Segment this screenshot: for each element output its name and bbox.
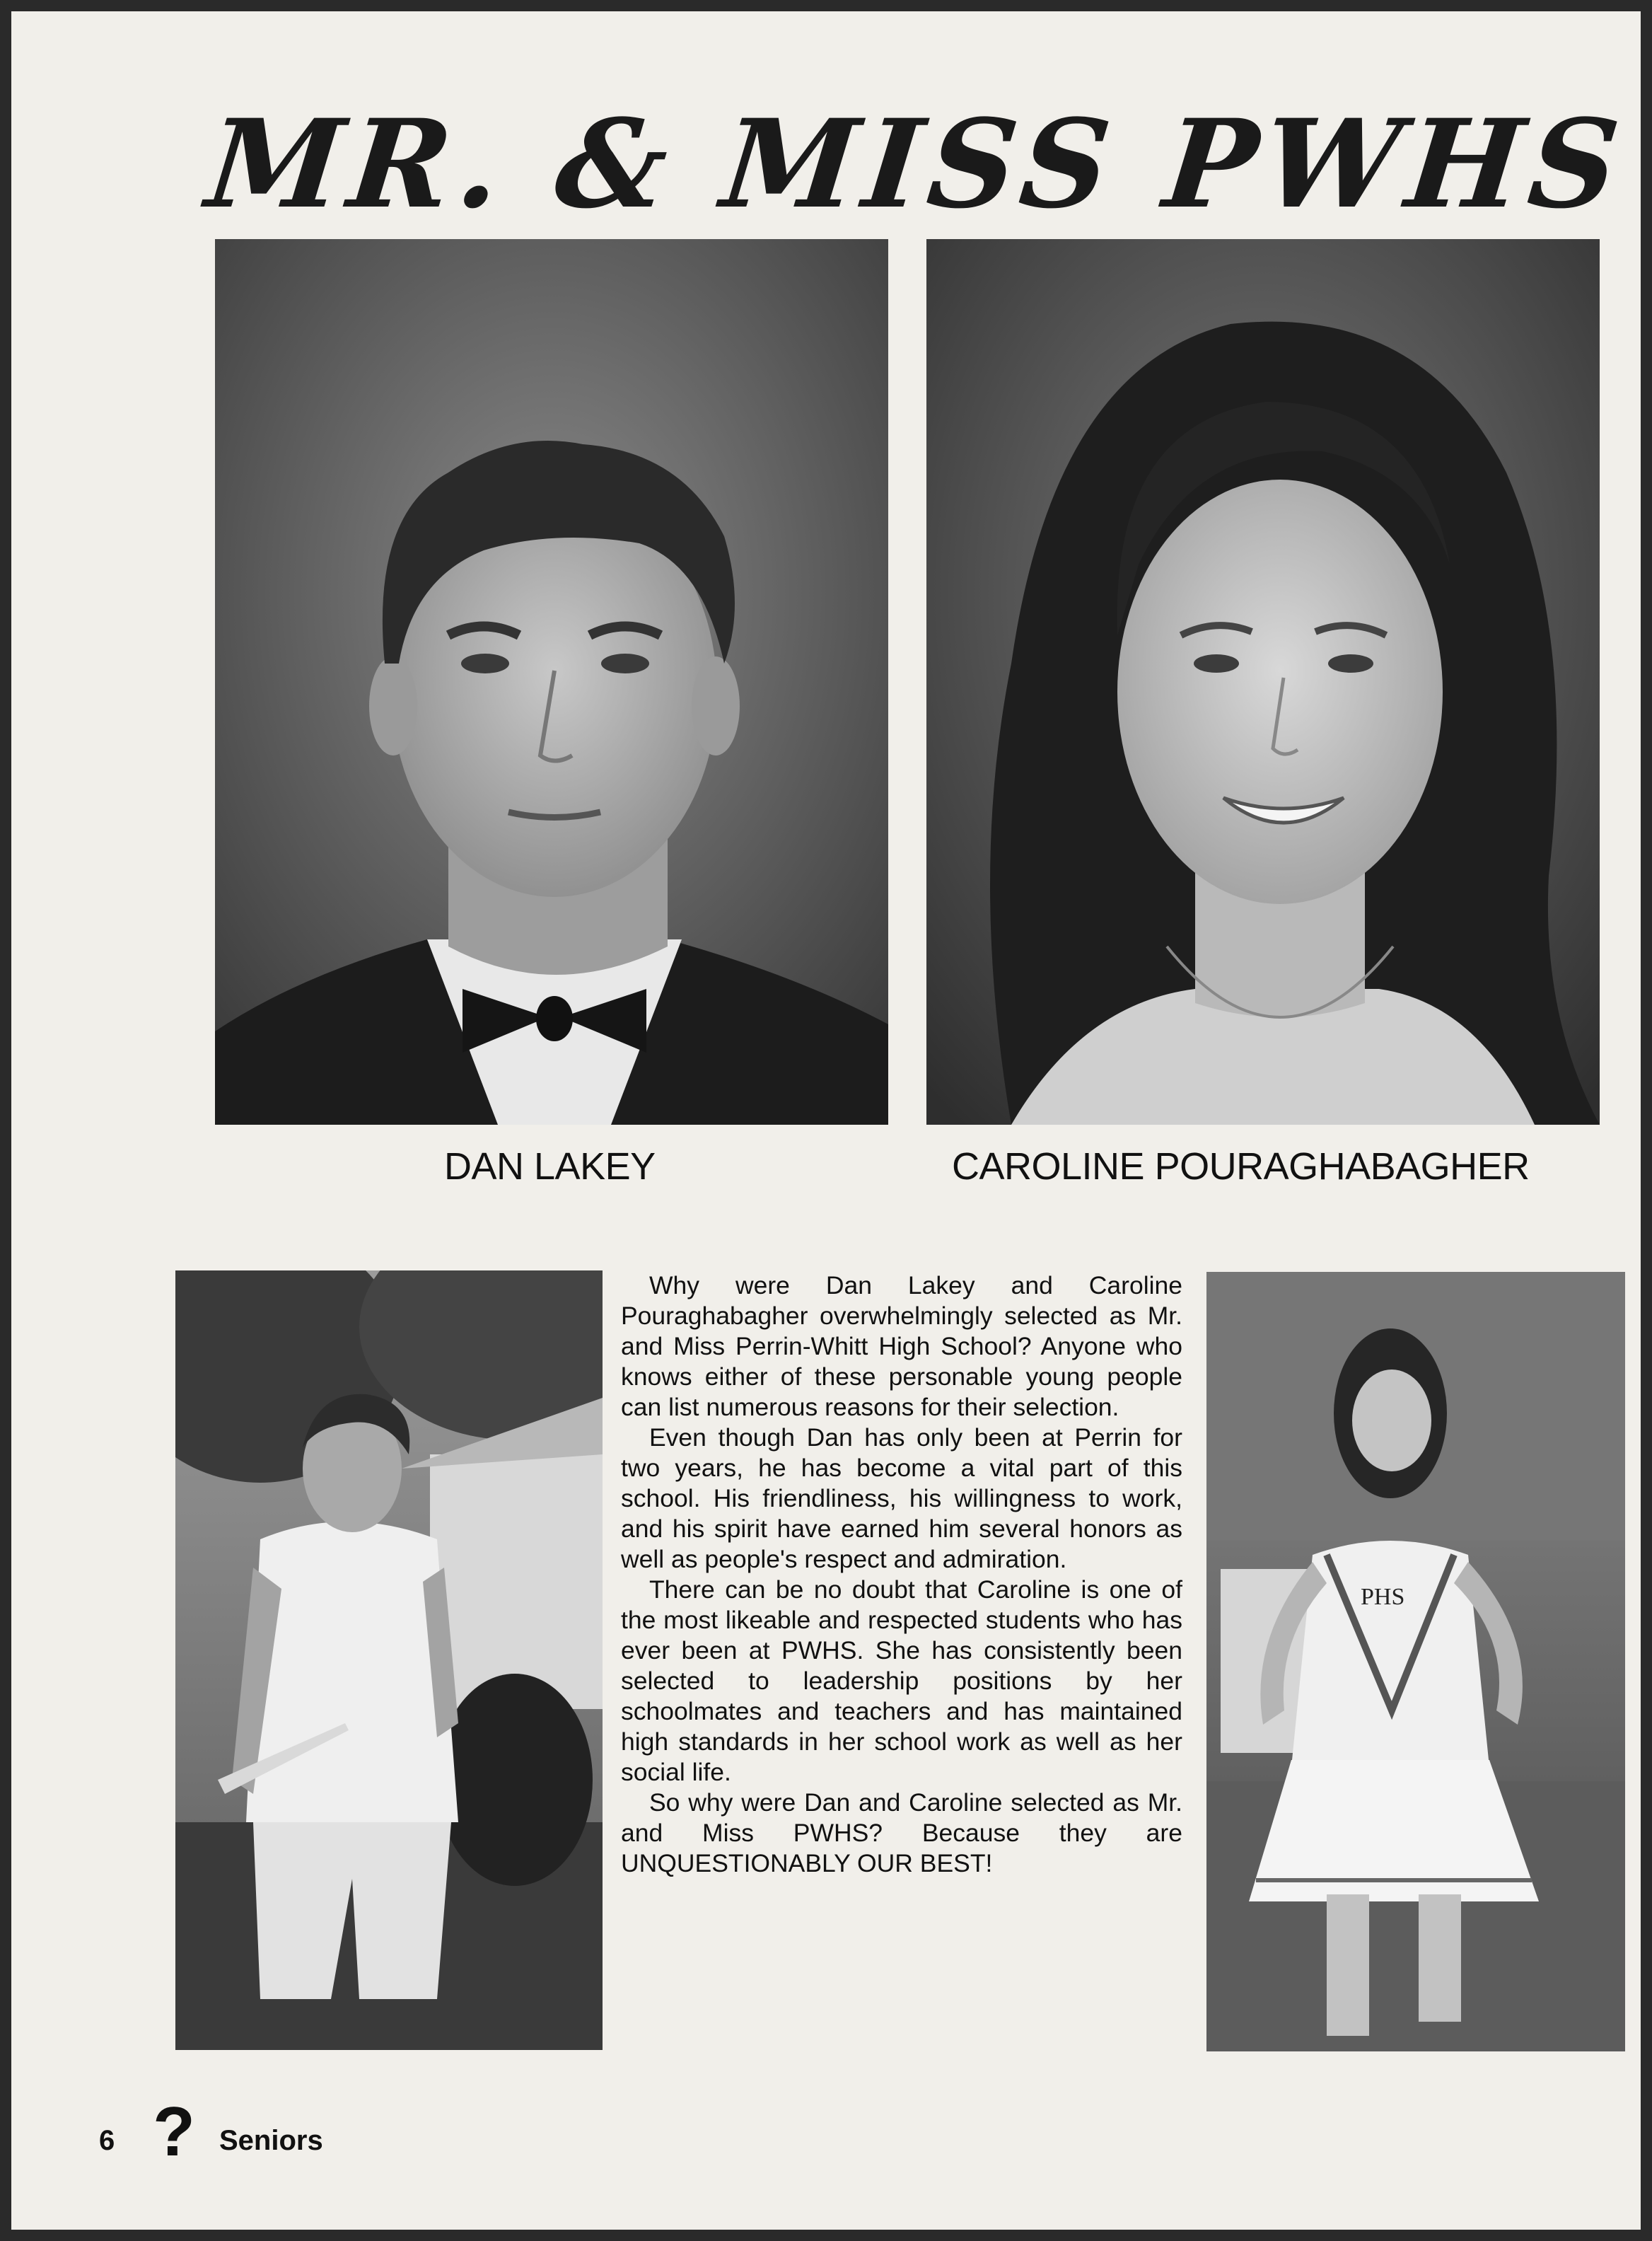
section-label: Seniors (219, 2125, 323, 2156)
article-paragraph: Why were Dan Lakey and Caroline Pouraghabagher overwhelmingly selected as Mr. and Miss Perrin-Whitt High School? Anyone who knows either of these personable young people can list numerous reasons for their selection. (621, 1271, 1182, 1421)
question-mark-icon: ? (153, 2092, 195, 2170)
article-paragraph: Even though Dan has only been at Perrin for two years, he has become a vital part of this school. His friendliness, his willingness to work, and his spirit have earned him several honors as well as people's respect and admiration. (621, 1423, 1182, 1573)
candid-photo-caroline-image (1206, 1272, 1625, 2051)
article-paragraph: There can be no doubt that Caroline is one of the most likeable and respected students who has ever been at PWHS. She has consistently been selected to leadership positions by her schoolmates and teachers and has maintained high standards in her school work as well as her social life. (621, 1575, 1182, 1786)
portrait-dan-lakey (215, 239, 888, 1125)
page-number: 6 (99, 2125, 115, 2156)
candid-photo-dan-image (175, 1270, 603, 2050)
uniform-lettering: PHS (1361, 1584, 1405, 1610)
candid-photo-caroline (1206, 1272, 1625, 2051)
article-paragraph: So why were Dan and Caroline selected as Mr. and Miss PWHS? Because they are UNQUESTIONABLY OUR BEST! (621, 1788, 1182, 1877)
candid-photo-dan (175, 1270, 603, 2050)
yearbook-page (11, 11, 1641, 2230)
article-body (621, 1270, 1182, 1879)
portrait-dan-lakey-image (215, 239, 888, 1125)
portrait-caroline-image (926, 239, 1600, 1125)
page-title: MR. & MISS PWHS (200, 91, 1633, 236)
portrait-caroline-pouraghabagher (926, 239, 1600, 1125)
caption-caroline-pouraghabagher: CAROLINE POURAGHABAGHER (952, 1145, 1530, 1188)
caption-dan-lakey: DAN LAKEY (444, 1145, 656, 1188)
